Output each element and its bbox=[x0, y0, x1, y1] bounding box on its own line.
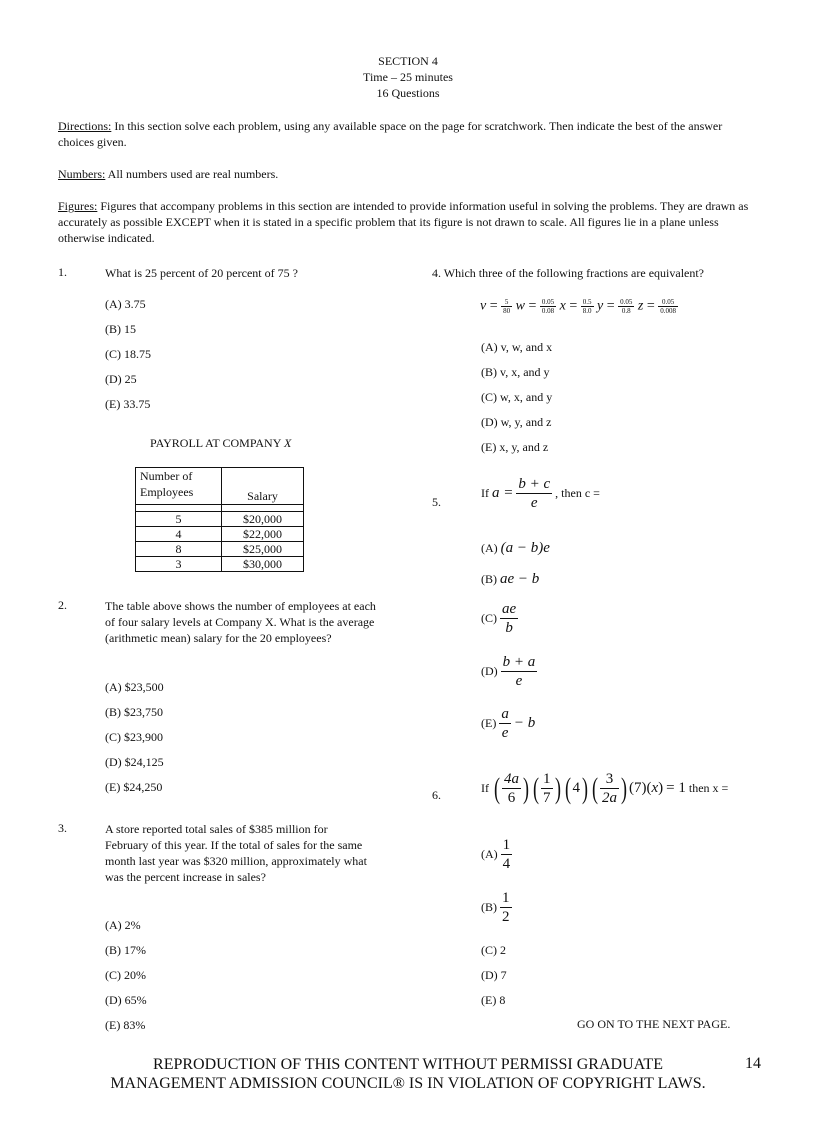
q1-option-e[interactable]: (E) 33.75 bbox=[105, 397, 151, 411]
q6-fraction-3 bbox=[600, 770, 619, 807]
q4-var-v: v bbox=[480, 298, 487, 314]
payroll-table bbox=[135, 467, 304, 572]
q4-option-a[interactable]: (A) v, w, and x bbox=[481, 340, 553, 354]
q5-option-a-expr: (a − b)e bbox=[500, 540, 550, 556]
q6-paren-close: ) bbox=[621, 771, 627, 805]
q2-text: The table above shows the number of employees at each of four salary levels at Company X. What is the average (arithmetic mean) salary for the 20 employees? bbox=[105, 599, 376, 645]
q4-w-den: 0.08 bbox=[541, 307, 555, 315]
q1-option-b[interactable]: (B) 15 bbox=[105, 322, 136, 336]
q5-option-d-fraction bbox=[501, 653, 538, 690]
payroll-employees-cell: 3 bbox=[136, 557, 222, 572]
table-row bbox=[136, 557, 304, 572]
q4-var-z: z bbox=[637, 298, 644, 314]
q6-option-b-fraction bbox=[500, 889, 512, 926]
q6-option-a-den: 4 bbox=[502, 856, 511, 872]
q6-f3-num: 3 bbox=[600, 770, 619, 789]
q6-equals: = 1 bbox=[666, 780, 686, 796]
q5-option-b[interactable] bbox=[481, 571, 539, 588]
q6-fraction-2 bbox=[541, 770, 553, 807]
q6-paren-close: ) bbox=[582, 771, 588, 805]
q5-option-e-tail: − b bbox=[513, 715, 536, 731]
payroll-header-row bbox=[136, 468, 304, 505]
payroll-employees-cell: 4 bbox=[136, 527, 222, 542]
q5-then: , then c = bbox=[555, 486, 600, 500]
q5-option-c-fraction bbox=[500, 600, 518, 637]
figures-paragraph bbox=[58, 198, 758, 246]
q4-option-d[interactable]: (D) w, y, and z bbox=[481, 415, 552, 429]
q2-option-d[interactable]: (D) $24,125 bbox=[105, 755, 164, 769]
q2-option-b[interactable]: (B) $23,750 bbox=[105, 705, 163, 719]
q2-option-e[interactable]: (E) $24,250 bbox=[105, 780, 163, 794]
payroll-spacer-row bbox=[136, 505, 304, 512]
q5-option-d[interactable] bbox=[481, 653, 537, 690]
q5-option-e-num: a bbox=[501, 706, 509, 722]
q5-option-c-label: (C) bbox=[481, 611, 497, 625]
payroll-title-var: X bbox=[283, 436, 292, 450]
q4-var-w: w bbox=[515, 298, 525, 314]
q4-option-e[interactable]: (E) x, y, and z bbox=[481, 440, 549, 454]
q6-paren-close: ) bbox=[523, 771, 529, 805]
q6-paren-open: ( bbox=[494, 771, 500, 805]
payroll-spacer-cell bbox=[222, 505, 304, 512]
q6-option-a-fraction bbox=[501, 836, 513, 873]
payroll-salary-cell: $20,000 bbox=[222, 512, 304, 527]
q6-factor-7: 7 bbox=[634, 780, 642, 796]
q5-option-c-den: b bbox=[505, 620, 513, 636]
q4-y-num: 0.05 bbox=[620, 298, 633, 306]
q6-option-a[interactable] bbox=[481, 836, 512, 873]
payroll-table-wrap bbox=[135, 467, 304, 572]
payroll-employees-cell: 8 bbox=[136, 542, 222, 557]
footer-line-1: REPRODUCTION OF THIS CONTENT WITHOUT PERMISSI GRADUATE bbox=[153, 1056, 663, 1073]
q1-option-c[interactable]: (C) 18.75 bbox=[105, 347, 151, 361]
q3-option-e[interactable]: (E) 83% bbox=[105, 1018, 146, 1032]
q4-fraction-x bbox=[581, 298, 594, 315]
directions-text: In this section solve each problem, using any available space on the page for scratchwork. Then indicate the best of the answer choices given. bbox=[58, 119, 723, 149]
q6-option-d[interactable]: (D) 7 bbox=[481, 968, 507, 982]
q5-option-a[interactable] bbox=[481, 540, 550, 557]
q6-f2-den: 7 bbox=[543, 790, 551, 806]
q6-f2-num: 1 bbox=[543, 771, 551, 787]
q5-lhs: a = bbox=[492, 485, 514, 501]
q6-var-x: x bbox=[651, 780, 659, 796]
q4-fraction-y bbox=[618, 298, 634, 315]
q6-option-b[interactable] bbox=[481, 889, 512, 926]
figures-label: Figures: bbox=[58, 199, 98, 213]
payroll-salary-cell: $30,000 bbox=[222, 557, 304, 572]
q6-option-b-label: (B) bbox=[481, 900, 497, 914]
q5-option-d-label: (D) bbox=[481, 664, 498, 678]
q4-w-num: 0.05 bbox=[541, 298, 555, 306]
q4-fraction-v bbox=[501, 298, 512, 315]
q5-option-b-expr: ae − b bbox=[500, 571, 540, 587]
q6-factor-7-group: (7)(x) bbox=[629, 780, 664, 796]
directions-paragraph bbox=[58, 118, 758, 150]
q2-option-c[interactable]: (C) $23,900 bbox=[105, 730, 163, 744]
payroll-header-employees-line2: Employees bbox=[140, 485, 194, 499]
q5-denominator: e bbox=[530, 495, 538, 511]
directions-label: Directions: bbox=[58, 119, 112, 133]
q3-option-d[interactable]: (D) 65% bbox=[105, 993, 147, 1007]
q3-text: A store reported total sales of $385 million for February of this year. If the total of sales for the same month last year was $320 million, approximately what was the percent increase in sales? bbox=[105, 822, 367, 884]
q5-option-d-den: e bbox=[515, 673, 523, 689]
page-number: 14 bbox=[745, 1055, 761, 1072]
q4-fractions: v = $\frac{5}{80}$ w = $\frac{0.05}{0.08}$ x = $\frac{0.5}{8.0}$ y = $\frac{0.05}{0.8}$ z = $\frac{0.05}{0.008}$ bbox=[480, 298, 676, 315]
q5-option-c[interactable] bbox=[481, 600, 518, 637]
q5-number: 5. bbox=[432, 495, 441, 509]
q6-paren-open: ( bbox=[564, 771, 571, 805]
q4-v-num: 5 bbox=[501, 298, 512, 307]
q4-y-den: 0.8 bbox=[621, 307, 631, 315]
section-header bbox=[0, 53, 816, 101]
numbers-text: All numbers used are real numbers. bbox=[105, 167, 279, 181]
q5-option-e-label: (E) bbox=[481, 716, 497, 730]
q6-option-c[interactable]: (C) 2 bbox=[481, 943, 506, 957]
q4-fraction-z bbox=[658, 298, 678, 315]
figures-text: Figures that accompany problems in this section are intended to provide information useful in solving the problems. They are drawn as accurately as possible EXCEPT when it is stated in a specific problem that its figure is not drawn to scale. All figures lie in a plane unless otherwise indicated. bbox=[58, 199, 749, 245]
q3-option-a[interactable]: (A) 2% bbox=[105, 918, 141, 932]
q5-option-a-label: (A) bbox=[481, 541, 498, 555]
q4-option-c[interactable]: (C) w, x, and y bbox=[481, 390, 553, 404]
q2-number: 2. bbox=[58, 598, 67, 612]
q5-stem bbox=[481, 475, 600, 512]
q5-if: If bbox=[481, 486, 489, 500]
q5-numerator: b + c bbox=[518, 476, 551, 492]
go-on-notice: GO ON TO THE NEXT PAGE. bbox=[577, 1017, 731, 1031]
q6-paren-open: ( bbox=[533, 771, 539, 805]
q6-factor-4: 4 bbox=[572, 780, 580, 796]
payroll-spacer-cell bbox=[136, 505, 222, 512]
q6-if: If bbox=[481, 781, 489, 795]
q2-option-a[interactable]: (A) $23,500 bbox=[105, 680, 164, 694]
payroll-title bbox=[150, 436, 291, 451]
section-title: SECTION 4 bbox=[378, 54, 438, 68]
q6-f3-den: 2a bbox=[602, 790, 617, 806]
q5-option-e-fraction bbox=[499, 705, 511, 742]
q6-option-a-label: (A) bbox=[481, 847, 498, 861]
q4-fraction-w bbox=[540, 298, 556, 315]
q6-option-b-den: 2 bbox=[502, 909, 510, 925]
q6-fraction-1 bbox=[502, 770, 521, 807]
copyright-footer bbox=[0, 1055, 816, 1093]
numbers-paragraph bbox=[58, 166, 758, 182]
payroll-salary-cell: $25,000 bbox=[222, 542, 304, 557]
payroll-header-employees bbox=[136, 468, 222, 505]
q5-option-e-den: e bbox=[501, 725, 509, 741]
q5-option-d-num: b + a bbox=[502, 654, 536, 670]
q4-z-den: 0.008 bbox=[660, 307, 676, 315]
q6-then: then x = bbox=[688, 781, 729, 795]
q4-option-b[interactable]: (B) v, x, and y bbox=[481, 365, 550, 379]
payroll-header-employees-line1: Number of bbox=[140, 469, 193, 483]
q4-var-x: x bbox=[559, 298, 566, 314]
q6-option-b-num: 1 bbox=[502, 890, 510, 906]
q4-text: 4. Which three of the following fractions are equivalent? bbox=[432, 266, 705, 280]
payroll-title-text: PAYROLL AT COMPANY bbox=[150, 436, 284, 450]
q3-option-c[interactable]: (C) 20% bbox=[105, 968, 146, 982]
q6-paren-close: ) bbox=[554, 771, 561, 805]
q4-v-den: 80 bbox=[503, 307, 511, 315]
q4-z-num: 0.05 bbox=[658, 298, 678, 307]
q6-option-a-num: 1 bbox=[502, 837, 511, 853]
q1-number: 1. bbox=[58, 265, 67, 279]
q6-option-e[interactable]: (E) 8 bbox=[481, 993, 506, 1007]
q6-f1-num: 4a bbox=[504, 771, 519, 787]
q6-f1-den: 6 bbox=[507, 790, 516, 806]
table-row bbox=[136, 512, 304, 527]
question-count: 16 Questions bbox=[376, 86, 440, 100]
q3-option-b[interactable]: (B) 17% bbox=[105, 943, 146, 957]
payroll-salary-cell: $22,000 bbox=[222, 527, 304, 542]
q6-number: 6. bbox=[432, 788, 441, 802]
payroll-header-salary: Salary bbox=[222, 468, 304, 505]
q1-option-a[interactable]: (A) 3.75 bbox=[105, 297, 146, 311]
time-limit: Time – 25 minutes bbox=[363, 70, 453, 84]
q1-text: What is 25 percent of 20 percent of 75 ? bbox=[105, 266, 298, 280]
table-row bbox=[136, 542, 304, 557]
q4-var-y: y bbox=[597, 298, 604, 314]
q1-option-d[interactable]: (D) 25 bbox=[105, 372, 137, 386]
q5-option-e[interactable] bbox=[481, 705, 535, 742]
q3-number: 3. bbox=[58, 821, 67, 835]
numbers-label: Numbers: bbox=[58, 167, 106, 181]
q5-option-c-num: ae bbox=[502, 601, 517, 617]
q5-option-b-label: (B) bbox=[481, 572, 497, 586]
footer-line-2: MANAGEMENT ADMISSION COUNCIL® IS IN VIOLATION OF COPYRIGHT LAWS. bbox=[110, 1075, 706, 1092]
q4-x-num: 0.5 bbox=[582, 298, 592, 306]
q5-fraction bbox=[516, 475, 552, 512]
q4-x-den: 8.0 bbox=[582, 307, 592, 315]
payroll-employees-cell: 5 bbox=[136, 512, 222, 527]
q6-stem bbox=[481, 770, 728, 807]
q6-paren-open: ( bbox=[592, 771, 598, 805]
table-row bbox=[136, 527, 304, 542]
